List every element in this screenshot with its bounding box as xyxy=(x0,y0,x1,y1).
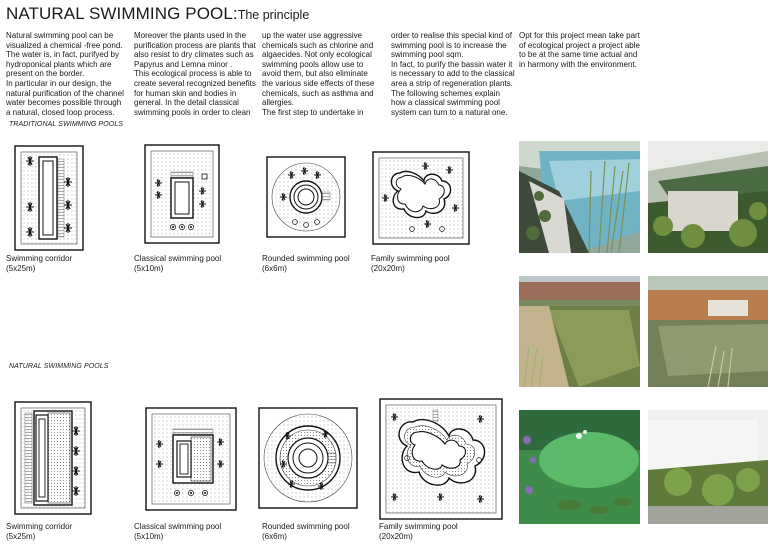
photo-brick-wall-pool xyxy=(519,276,640,387)
traditional-family-diagram xyxy=(372,151,470,245)
title-sub: The principle xyxy=(237,8,310,22)
traditional-corridor-diagram xyxy=(14,145,84,251)
title-main: NATURAL SWIMMING POOL: xyxy=(6,4,238,23)
caption-natural-family: Family swimming pool (20x20m) xyxy=(379,522,458,541)
traditional-classical-diagram xyxy=(144,144,220,244)
traditional-rounded-diagram xyxy=(266,156,346,238)
caption-traditional-corridor: Swimming corridor (5x25m) xyxy=(6,254,73,273)
page-title xyxy=(6,4,309,24)
caption-natural-classical: Classical swimming pool (5x10m) xyxy=(134,522,222,541)
photo-corridor-pool-grasses xyxy=(519,141,640,253)
text-column-2: Moreover the plants used in the purification process are plants that also resist to dry climates such as Papyrus and Lemna minor . This ecological process is able to create several recognized benefits for human skin and bodies in general. In the detail classical swimming pools in order to clean xyxy=(134,31,256,117)
photo-lily-pond xyxy=(519,410,640,524)
caption-traditional-family: Family swimming pool (20x20m) xyxy=(371,254,450,273)
photo-white-wall-garden xyxy=(648,410,768,524)
caption-traditional-rounded: Rounded swimming pool (6x6m) xyxy=(262,254,350,273)
natural-classical-diagram xyxy=(145,407,237,511)
natural-corridor-diagram xyxy=(14,401,92,515)
natural-family-diagram xyxy=(379,398,503,520)
text-column-3: up the water use aggressive chemicals such as chlorine and algaecides. Not only ecological swimming pools allow use to avoid them, but also eliminate the various side effects of these chemicals, such as asthma and allergies. The first step to undertake in xyxy=(262,31,375,117)
section-label-traditional: TRADITIONAL SWIMMING POOLS xyxy=(9,121,124,128)
caption-natural-corridor: Swimming corridor (5x25m) xyxy=(6,522,73,541)
photo-wooden-fence-pool xyxy=(648,276,768,387)
text-column-5: Opt for this project mean take part of ecological project a project able to be at the same time actual and in harmony with the environment. xyxy=(519,31,640,69)
caption-traditional-classical: Classical swimming pool (5x10m) xyxy=(134,254,222,273)
photo-garden-pool-wall xyxy=(648,141,768,253)
text-column-1: Natural swimming pool can be visualized a chemical -free pond. The water is, in fact, purifyed by hydroponical plants which are present on the border. In particular in our design, the natural purification of the channel water becomes possible through a natural, closed loop process. xyxy=(6,31,124,117)
caption-natural-rounded: Rounded swimming pool (6x6m) xyxy=(262,522,350,541)
natural-rounded-diagram xyxy=(258,407,358,509)
section-label-natural: NATURAL SWIMMING POOLS xyxy=(9,363,109,370)
text-column-4: order to realise this special kind of swimming pool is to increase the swimming pool sqm. In fact, to purify the bassin water it is necessary to add to the classical area a strip of regeneration plants. The following schemes explain how a classical swimming pool system can turn to a natural one. xyxy=(391,31,515,117)
